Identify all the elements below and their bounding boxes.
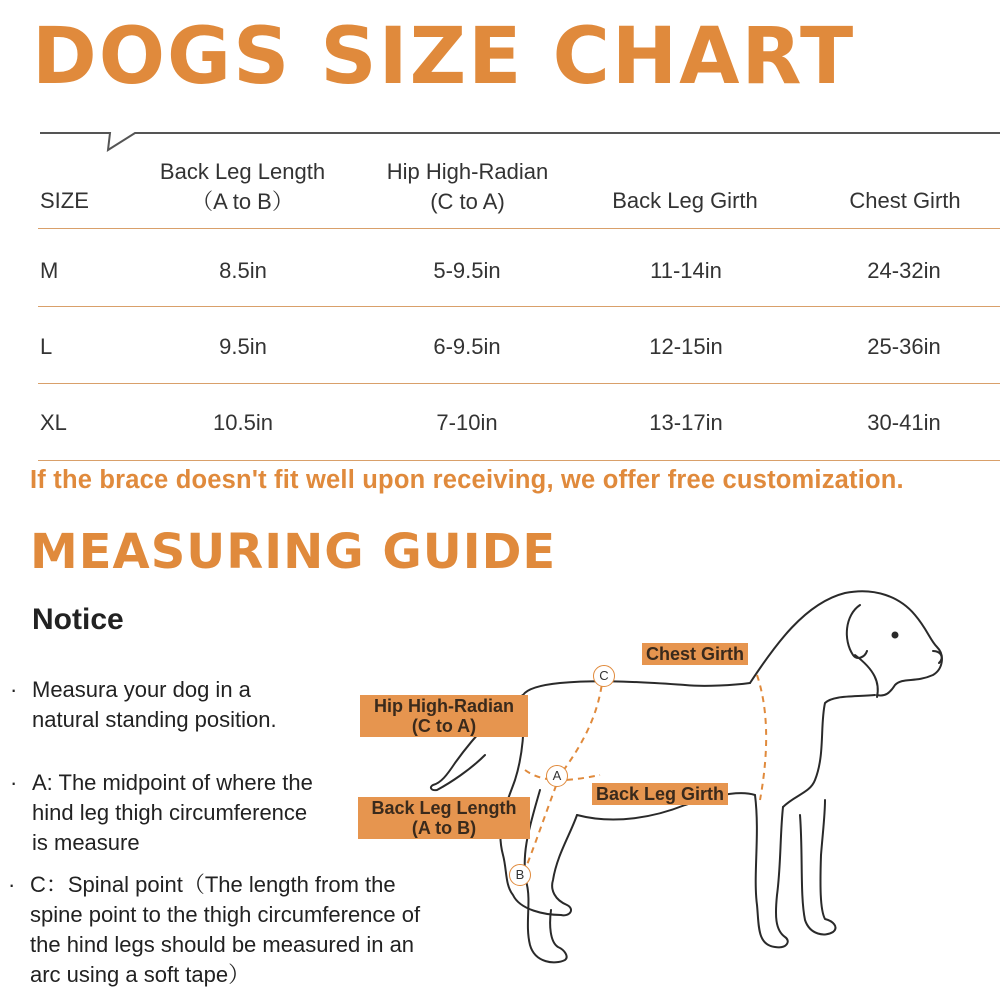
back-leg-length-label: Back Leg Length: [371, 798, 517, 818]
cell-back-leg-length: 9.5in: [219, 334, 267, 359]
bullet-line: C：Spinal point（The length from the: [30, 872, 396, 897]
header-divider: [0, 0, 1000, 160]
back-leg-girth-tag: [592, 783, 728, 805]
cell-size: M: [40, 258, 59, 283]
point-b: B: [509, 864, 531, 886]
bullet-line: Measura your dog in a: [32, 677, 251, 702]
bullet-line: hind leg thigh circumference: [32, 800, 308, 825]
table-row: [0, 240, 1000, 310]
cell-size: L: [40, 334, 53, 359]
cell-chest-girth: 30-41in: [867, 410, 941, 435]
bullet-line: is measure: [32, 830, 140, 855]
header-size: SIZE: [40, 188, 89, 213]
table-rule: [38, 460, 1000, 461]
bullet-line: natural standing position.: [32, 707, 277, 732]
page-title: DOGS SIZE CHART: [32, 12, 856, 102]
cell-chest-girth: 25-36in: [867, 334, 941, 359]
chest-girth-tag: [642, 643, 748, 665]
notice-heading: Notice: [32, 603, 124, 636]
bullet-line: arc using a soft tape）: [30, 962, 251, 987]
cell-hip-high-radian: 6-9.5in: [433, 334, 501, 359]
cell-hip-high-radian: 7-10in: [436, 410, 498, 435]
guide-title: MEASURING GUIDE: [30, 524, 557, 580]
cell-back-leg-girth: 12-15in: [649, 334, 723, 359]
table-rule: [38, 383, 1000, 384]
back-leg-length-tag: [358, 797, 530, 839]
table-rule: [38, 306, 1000, 307]
cell-chest-girth: 24-32in: [867, 258, 941, 283]
bullet-line: the hind legs should be measured in an: [30, 932, 415, 957]
header-back-leg-length-label: Back Leg Length: [159, 159, 326, 184]
header-hip-high-radian-label: Hip High-Radian: [386, 159, 549, 184]
cell-back-leg-girth: 11-14in: [650, 258, 722, 283]
point-a: A: [546, 765, 568, 787]
hip-high-radian-tag: [360, 695, 528, 737]
customization-note: If the brace doesn't fit well upon receiving, we offer free customization.: [30, 466, 904, 494]
hip-high-radian-sub: (C to A): [411, 716, 477, 736]
bullet-dot: ·: [10, 677, 18, 702]
notice-bullet: [10, 768, 313, 858]
header-back-leg-length-sub: （A to B）: [191, 189, 294, 214]
header-hip-high-radian-sub: (C to A): [430, 189, 505, 214]
header-hip-high-radian: [360, 157, 575, 217]
cell-back-leg-length: 10.5in: [213, 410, 273, 435]
header-back-leg-girth: Back Leg Girth: [612, 188, 758, 213]
bullet-line: A: The midpoint of where the: [32, 770, 313, 795]
notice-bullet: [10, 675, 277, 735]
dog-illustration: [355, 585, 1000, 1000]
bullet-dot: ·: [8, 872, 16, 897]
table-row: [0, 392, 1000, 462]
cell-back-leg-girth: 13-17in: [649, 410, 723, 435]
header-chest-girth: Chest Girth: [849, 188, 961, 213]
header-back-leg-length: [140, 157, 345, 217]
bullet-dot: ·: [10, 770, 18, 795]
cell-back-leg-length: 8.5in: [219, 258, 267, 283]
cell-hip-high-radian: 5-9.5in: [433, 258, 501, 283]
point-c: C: [593, 665, 615, 687]
cell-size: XL: [40, 410, 67, 435]
chest-girth-label: Chest Girth: [646, 644, 745, 664]
back-leg-length-sub: (A to B): [411, 818, 477, 838]
bullet-line: spine point to the thigh circumference of: [30, 902, 421, 927]
hip-high-radian-label: Hip High-Radian: [374, 696, 514, 716]
size-table: [0, 140, 1000, 470]
back-leg-girth-label: Back Leg Girth: [596, 784, 725, 804]
table-rule: [38, 228, 1000, 229]
table-row: [0, 316, 1000, 386]
